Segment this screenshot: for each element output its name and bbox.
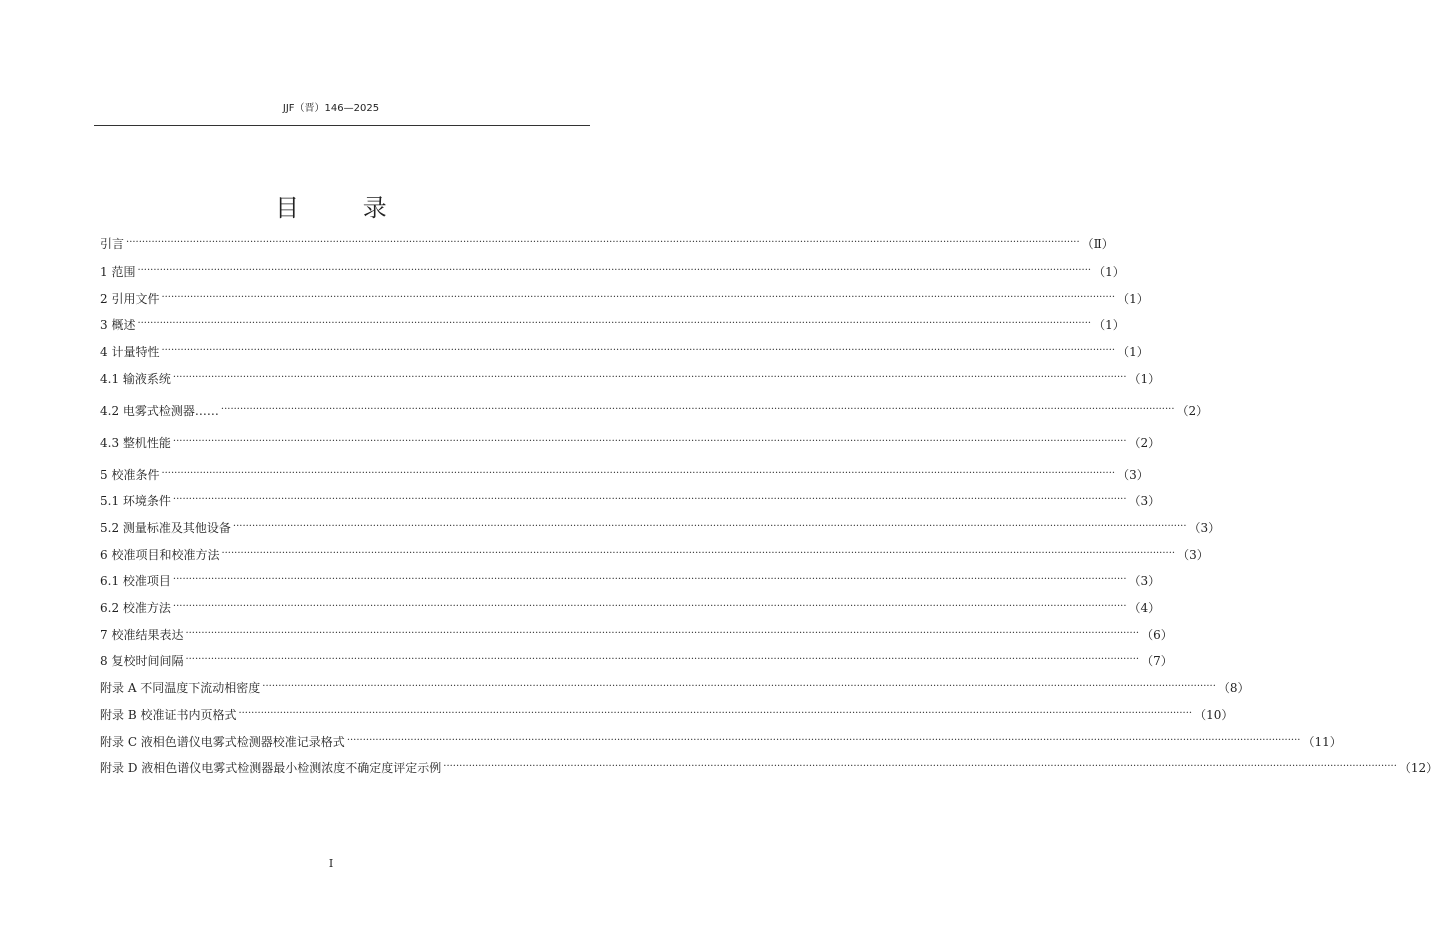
toc-leader-dots: ············································································································································································································································································································	[220, 404, 1175, 415]
toc-entry[interactable]	[100, 706, 1234, 722]
toc-entry[interactable]	[100, 235, 1114, 251]
toc-entry-page: （7）	[1141, 653, 1173, 668]
toc-leader-dots: ············································································································································································································································································································	[137, 265, 1092, 276]
toc-entry[interactable]	[100, 343, 1149, 359]
toc-leader-dots: ············································································································································································································································································································	[232, 521, 1187, 532]
toc-entry-page: （1）	[1128, 371, 1161, 386]
toc-entry-page: （3）	[1188, 520, 1221, 535]
toc-leader-dots: ············································································································································································································································································································	[221, 548, 1176, 559]
toc-entry-label: 8 复校时间间隔	[100, 653, 184, 668]
toc-entry-page: （1）	[1093, 264, 1125, 279]
toc-entry-page: （12）	[1398, 760, 1438, 775]
toc-entry-label: 附录 A 不同温度下流动相密度	[100, 680, 261, 695]
toc-entry-page: （3）	[1128, 493, 1161, 508]
toc-entry-page: （3）	[1128, 573, 1161, 588]
toc-leader-dots: ············································································································································································································································································································	[185, 654, 1140, 665]
toc-leader-dots: ············································································································································································································································································································	[137, 318, 1092, 329]
toc-leader-dots: ············································································································································································································································································································	[185, 628, 1140, 639]
toc-entry[interactable]	[100, 263, 1125, 279]
toc-entry[interactable]	[100, 434, 1161, 450]
toc-entry-label: 6 校准项目和校准方法	[100, 547, 220, 562]
toc-entry[interactable]	[100, 652, 1173, 668]
toc-entry[interactable]	[100, 626, 1173, 642]
toc-leader-dots: ············································································································································································································································································································	[172, 372, 1127, 383]
toc-entry-label: 5 校准条件	[100, 467, 160, 482]
toc-entry-label: 引言	[100, 236, 125, 251]
toc-leader-dots: ············································································································································································································································································································	[161, 468, 1116, 479]
toc-entry-label: 5.2 测量标准及其他设备	[100, 520, 231, 535]
toc-leader-dots: ············································································································································································································································································································	[238, 708, 1193, 719]
toc-entry-label: 附录 B 校准证书内页格式	[100, 707, 237, 722]
toc-entry-label: 4.1 输液系统	[100, 371, 171, 386]
toc-entry-label: 1 范围	[100, 264, 136, 279]
toc-entry-label: 4.3 整机性能	[100, 435, 171, 450]
page-title: 目 录	[275, 194, 415, 222]
toc-entry[interactable]	[100, 519, 1221, 535]
toc-entry[interactable]	[100, 759, 1438, 775]
toc-entry[interactable]	[100, 679, 1250, 695]
toc-entry-page: （3）	[1117, 467, 1149, 482]
toc-entry-label: 5.1 环境条件	[100, 493, 171, 508]
toc-leader-dots: ············································································································································································································································································································	[172, 601, 1127, 612]
toc-leader-dots: ············································································································································································································································································································	[161, 345, 1116, 356]
toc-entry-label: 3 概述	[100, 317, 136, 332]
toc-entry-label: 4.2 电雾式检测器……	[100, 403, 219, 418]
toc-entry-page: （6）	[1141, 627, 1173, 642]
toc-entry[interactable]	[100, 402, 1209, 418]
toc-entry[interactable]	[100, 316, 1125, 332]
toc-entry[interactable]	[100, 466, 1149, 482]
toc-entry-page: （2）	[1176, 403, 1209, 418]
toc-leader-dots: ············································································································································································································································································································	[172, 436, 1127, 447]
toc-entry-page: （4）	[1128, 600, 1161, 615]
header-rule	[94, 125, 590, 126]
toc-leader-dots: ············································································································································································································································································································	[346, 735, 1301, 746]
toc-entry-label: 2 引用文件	[100, 291, 160, 306]
toc-leader-dots: ············································································································································································································································································································	[262, 681, 1216, 692]
toc-entry-page: （8）	[1217, 680, 1250, 695]
toc-entry-page: （Ⅱ）	[1081, 236, 1114, 251]
toc-entry[interactable]	[100, 492, 1161, 508]
document-code-header: JJF（晋）146—2025	[282, 103, 380, 114]
toc-entry[interactable]	[100, 599, 1161, 615]
toc-leader-dots: ············································································································································································································································································································	[126, 237, 1080, 248]
toc-entry-label: 附录 C 液相色谱仪电雾式检测器校准记录格式	[100, 734, 345, 749]
toc-entry-page: （3）	[1177, 547, 1209, 562]
toc-entry-page: （1）	[1117, 291, 1149, 306]
toc-entry-label: 附录 D 液相色谱仪电雾式检测器最小检测浓度不确定度评定示例	[100, 760, 442, 775]
toc-entry-page: （10）	[1194, 707, 1234, 722]
toc-entry-page: （1）	[1117, 344, 1149, 359]
toc-entry[interactable]	[100, 290, 1149, 306]
page-number: I	[328, 857, 334, 870]
toc-leader-dots: ············································································································································································································································································································	[172, 494, 1127, 505]
toc-entry-label: 6.2 校准方法	[100, 600, 171, 615]
toc-entry[interactable]	[100, 546, 1209, 562]
toc-leader-dots: ············································································································································································································································································································	[172, 574, 1127, 585]
toc-entry-label: 7 校准结果表达	[100, 627, 184, 642]
toc-entry-label: 6.1 校准项目	[100, 573, 171, 588]
toc-entry[interactable]	[100, 733, 1342, 749]
toc-entry-page: （1）	[1093, 317, 1125, 332]
toc-leader-dots: ············································································································································································································································································································	[161, 292, 1116, 303]
toc-entry-page: （2）	[1128, 435, 1161, 450]
toc-entry-page: （11）	[1302, 734, 1342, 749]
toc-entry[interactable]	[100, 370, 1161, 386]
toc-entry[interactable]	[100, 572, 1161, 588]
toc-entry-label: 4 计量特性	[100, 344, 160, 359]
toc-leader-dots: ············································································································································································································································································································	[443, 761, 1397, 772]
